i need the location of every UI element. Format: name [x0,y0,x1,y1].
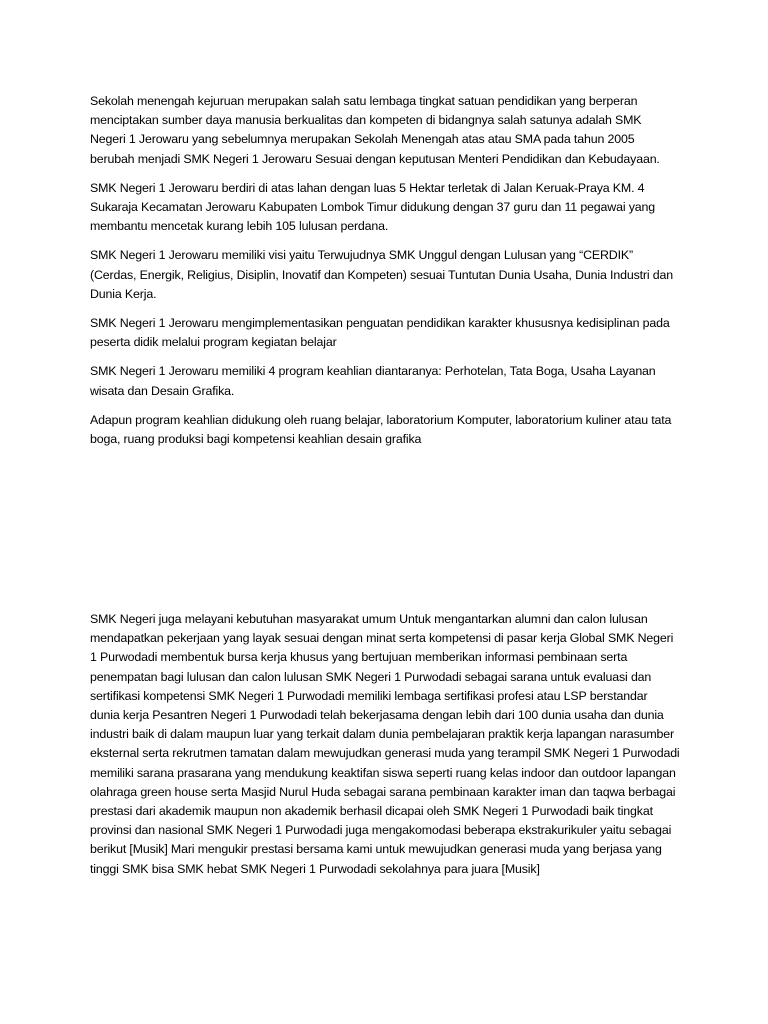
paragraph-facilities: Adapun program keahlian didukung oleh ruang belajar, laboratorium Komputer, laboratorium kuliner atau tata boga, ruang produksi bagi kompetensi keahlian desain grafika [90,412,672,447]
top-text-section [90,92,680,459]
paragraph-transcript: SMK Negeri juga melayani kebutuhan masyarakat umum Untuk mengantarkan alumni dan calon lulusan mendapatkan pekerjaan yang layak sesuai dengan minat serta kompetensi di pasar kerja Global SMK Negeri 1 Purwodadi membentuk bursa kerja khusus yang bertujuan memberikan informasi pembinaan serta penempatan bagi lulusan dan calon lulusan SMK Negeri 1 Purwodadi sebagai sarana untuk evaluasi dan sertifikasi kompetensi SMK Negeri 1 Purwodadi memiliki lembaga sertifikasi profesi atau LSP berstandar dunia kerja Pesantren Negeri 1 Purwodadi telah bekerjasama dengan lebih dari 100 dunia usaha dan dunia industri baik di dalam maupun luar yang terkait dalam dunia pembelajaran praktik kerja lapangan narasumber eksternal serta rekrutmen tamatan dalam mewujudkan generasi muda yang terampil SMK Negeri 1 Purwodadi memiliki sarana prasarana yang mendukung keaktifan siswa seperti ruang kelas indoor dan outdoor lapangan olahraga green house serta Masjid Nurul Huda sebagai sarana pembinaan karakter iman dan taqwa berbagai prestasi dari akademik maupun non akademik berhasil dicapai oleh SMK Negeri 1 Purwodadi baik tingkat provinsi dan nasional SMK Negeri 1 Purwodadi juga mengakomodasi beberapa ekstrakurikuler yaitu sebagai berikut [Musik] Mari mengukir prestasi bersama kami untuk mewujudkan generasi muda yang berjasa yang tinggi SMK bisa SMK hebat SMK Negeri 1 Purwodadi sekolahnya para juara [Musik] [90,612,680,876]
paragraph-character-education: SMK Negeri 1 Jerowaru mengimplementasikan penguatan pendidikan karakter khususnya kedisiplinan pada peserta didik melalui program kegiatan belajar [90,316,670,350]
paragraph-programs: SMK Negeri 1 Jerowaru memiliki 4 program keahlian diantaranya: Perhotelan, Tata Boga, Usaha Layanan wisata dan Desain Grafika. [90,364,656,398]
paragraph-intro: Sekolah menengah kejuruan merupakan salah satu lembaga tingkat satuan pendidikan yang berperan menciptakan sumber daya manusia berkualitas dan kompeten di bidangnya salah satunya adalah SMK Negeri 1 Jerowaru yang sebelumnya merupakan Sekolah Menengah atas atau SMA pada tahun 2005 berubah menjadi SMK Negeri 1 Jerowaru Sesuai dengan keputusan Menteri Pendidikan dan Kebudayaan. [90,94,660,166]
bottom-text-section [90,610,680,889]
paragraph-location: SMK Negeri 1 Jerowaru berdiri di atas lahan dengan luas 5 Hektar terletak di Jalan Keruak-Praya KM. 4 Sukaraja Kecamatan Jerowaru Kabupaten Lombok Timur didukung dengan 37 guru dan 11 pegawai yang membantu mencetak kurang lebih 105 lulusan perdana. [90,180,655,234]
paragraph-vision: SMK Negeri 1 Jerowaru memiliki visi yaitu Terwujudnya SMK Unggul dengan Lulusan yang “CERDIK” (Cerdas, Energik, Religius, Disiplin, Inovatif dan Kompeten) sesuai Tuntutan Dunia Usaha, Dunia Industri dan Dunia Kerja. [90,248,674,301]
